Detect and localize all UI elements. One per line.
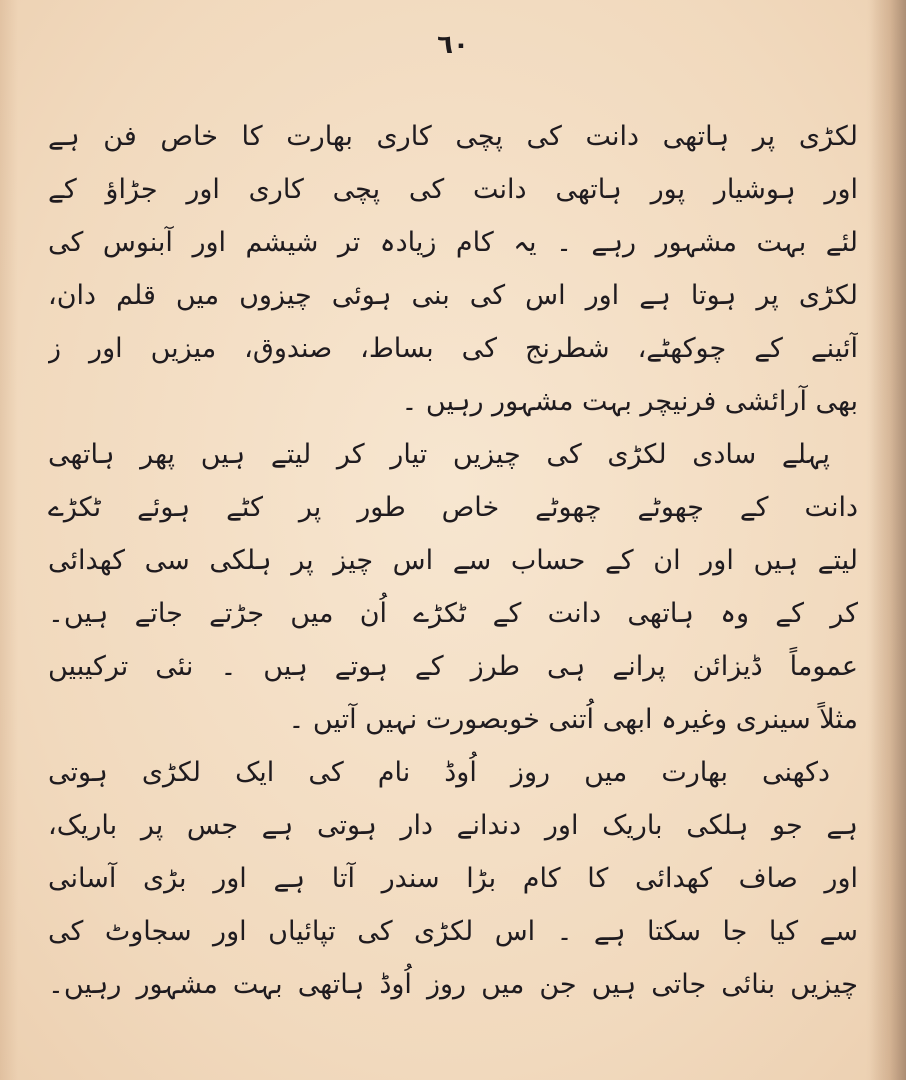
text-line: ہے جو ہلکی باریک اور دندانے دار ہوتی ہے جس پر باریک، xyxy=(48,810,858,841)
text-line: آئینے کے چوکھٹے، شطرنج کی بساط، صندوق، میزیں اور ز xyxy=(48,333,858,364)
text-line: سے کیا جا سکتا ہے ۔ اس لکڑی کی تپائیاں اور سجاوٹ کی xyxy=(48,916,858,947)
text-line: چیزیں بنائی جاتی ہیں جن میں روز اُوڈ ہاتھی بہت مشہور رہیں۔ xyxy=(48,969,858,1000)
text-line: لکڑی پر ہاتھی دانت کی پچی کاری بھارت کا خاص فن ہے xyxy=(48,121,858,152)
page-number: ٦٠ xyxy=(437,30,469,60)
text-line: اور صاف کھدائی کا کام بڑا سندر آتا ہے اور بڑی آسانی xyxy=(48,863,858,894)
text-line: لکڑی پر ہوتا ہے اور اس کی بنی ہوئی چیزوں میں قلم دان، xyxy=(48,280,858,311)
text-line: کر کے وہ ہاتھی دانت کے ٹکڑے اُن میں جڑتے جاتے ہیں۔ xyxy=(48,598,858,629)
text-line: اور ہوشیار پور ہاتھی دانت کی پچی کاری اور جڑاؤ کے xyxy=(48,174,858,205)
text-line: دانت کے چھوٹے چھوٹے خاص طور پر کٹے ہوئے ٹکڑے xyxy=(48,492,858,523)
text-line: دکھنی بھارت میں روز اُوڈ نام کی ایک لکڑی ہوتی xyxy=(48,757,830,788)
text-line: لیتے ہیں اور ان کے حساب سے اس چیز پر ہلکی سی کھدائی xyxy=(48,545,858,576)
text-line: بھی آرائشی فرنیچر بہت مشہور رہیں ۔ xyxy=(401,386,858,417)
body-text xyxy=(48,110,858,1011)
text-line: لئے بہت مشہور رہے ۔ یہ کام زیادہ تر شیشم اور آبنوس کی xyxy=(48,227,858,258)
page-gutter-shadow xyxy=(870,0,906,1080)
text-line: مثلاً سینری وغیرہ ابھی اُتنی خوبصورت نہیں آتیں ۔ xyxy=(288,704,858,735)
text-line: پہلے سادی لکڑی کی چیزیں تیار کر لیتے ہیں پھر ہاتھی xyxy=(48,439,830,470)
text-line: عموماً ڈیزائن پرانے ہی طرز کے ہوتے ہیں ۔ نئی ترکیبیں xyxy=(48,651,858,682)
